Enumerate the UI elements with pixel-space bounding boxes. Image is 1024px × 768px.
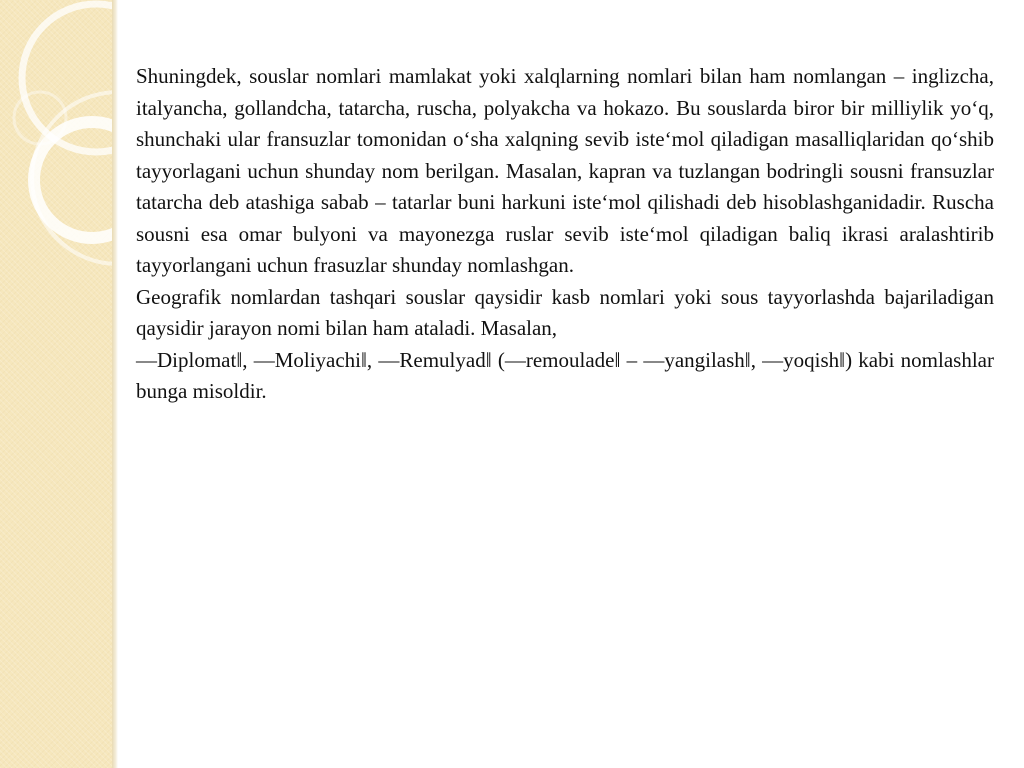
panel-edge-shadow bbox=[112, 0, 118, 768]
paragraph-sauce-names: Shuningdek, souslar nomlari mamlakat yoki xalqlarning nomlari bilan ham nomlangan – inglizcha, italyancha, gollandcha, tatarcha, ruscha, polyakcha va hokazo. Bu souslarda biror bir milliylik yo‘q, shunchaki ular fransuzlar tomonidan o‘sha xalqning sevib iste‘mol qiladigan masalliqlaridan qo‘shib tayyorlagani uchun shunday nom berilgan. Masalan, kapran va tuzlangan bodringli sousni fransuzlar tatarcha deb atashiga sabab – tatarlar buni harkuni iste‘mol qilishadi deb hisoblashganidadir. Ruscha sousni esa omar bulyoni va mayonezga ruslar sevib iste‘mol qiladigan baliq ikrasi aralashtirib tayyorlangani uchun frasuzlar shunday nomlashgan. bbox=[136, 64, 994, 277]
paragraph-geographic-names: Geografik nomlardan tashqari souslar qaysidir kasb nomlari yoki sous tayyorlashda bajariladigan qaysidir jarayon nomi bilan ham ataladi. Masalan, bbox=[136, 284, 994, 340]
body-text bbox=[136, 61, 994, 408]
paragraph-examples: ―Diplomat‖, ―Moliyachi‖, ―Remulyad‖ (―remoulade‖ – ―yangilash‖, ―yoqish‖) kabi nomlashlar bunga misoldir. bbox=[136, 347, 994, 403]
decorative-rings-icon bbox=[0, 0, 112, 768]
decorative-side-panel bbox=[0, 0, 112, 768]
